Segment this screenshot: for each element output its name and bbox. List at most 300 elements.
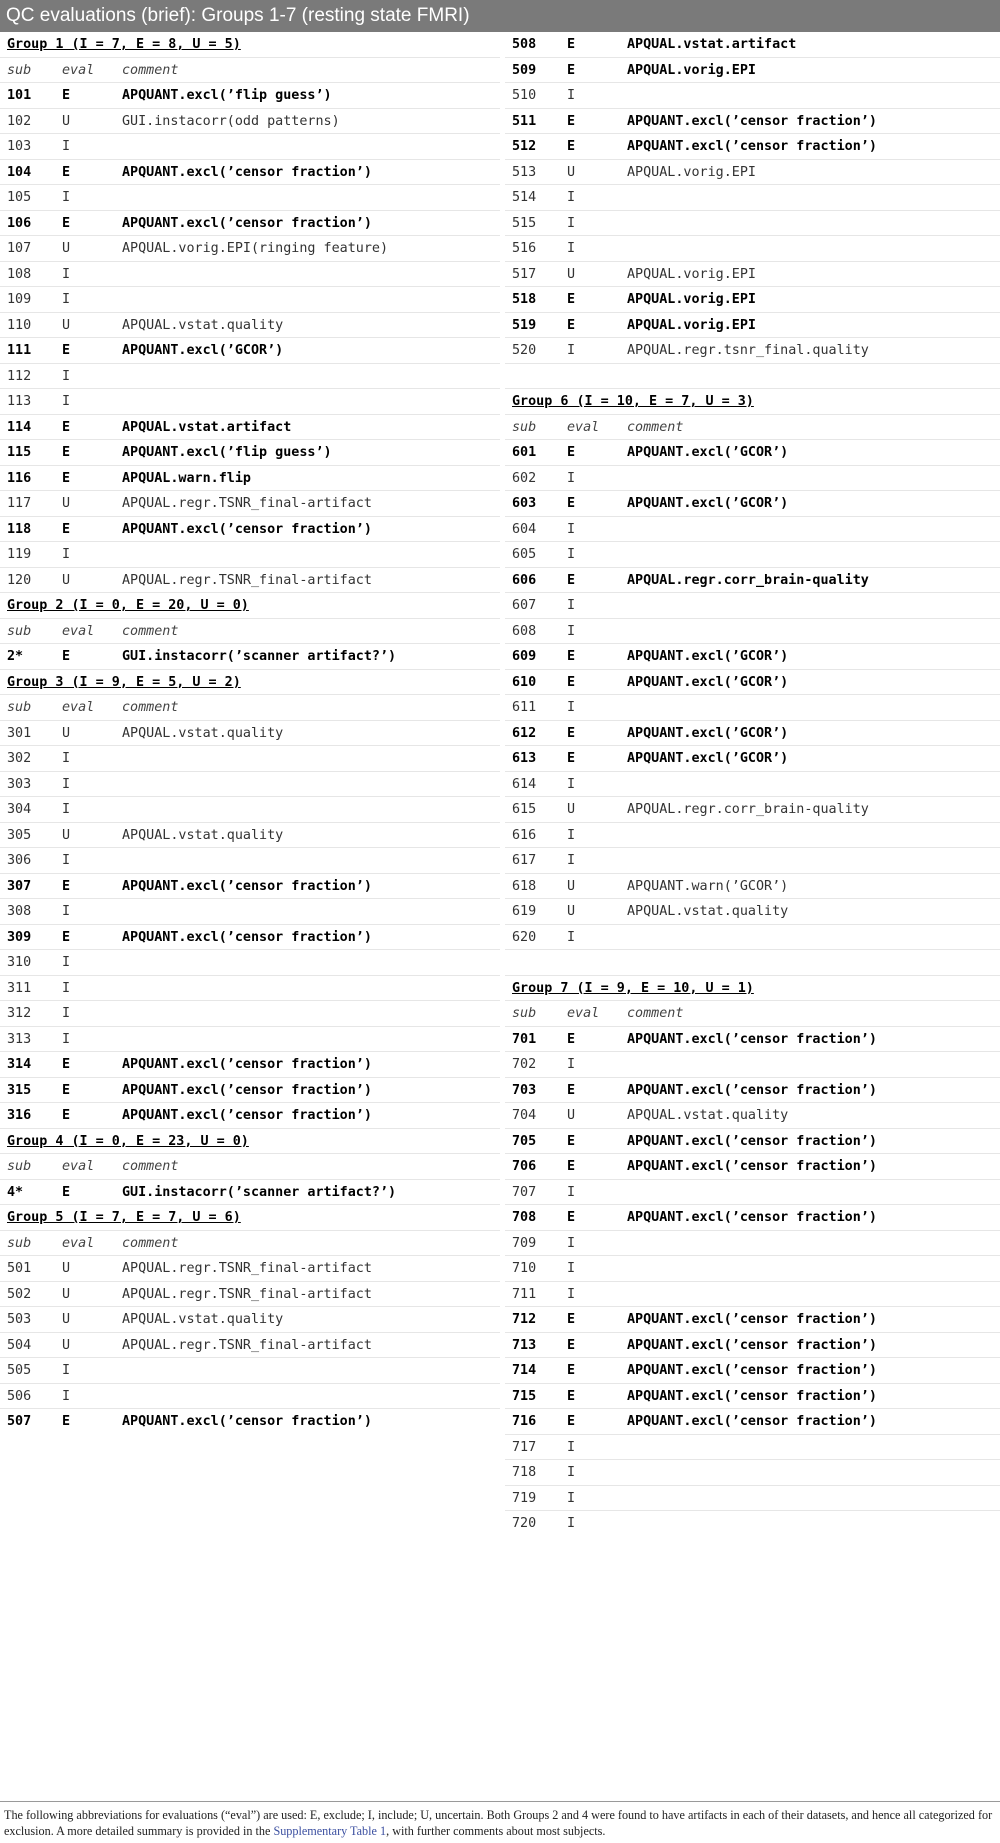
- eval-code: E: [567, 751, 576, 766]
- subject-id: 716: [512, 1414, 537, 1429]
- eval-code: I: [62, 751, 71, 766]
- subject-id: 101: [7, 88, 32, 103]
- eval-code: I: [62, 190, 71, 205]
- comment-text: APQUANT.excl(’GCOR’): [627, 649, 789, 664]
- column-header-comment: comment: [627, 419, 684, 435]
- eval-code: E: [62, 164, 71, 180]
- subject-id: 513: [512, 164, 537, 180]
- row-divider: [505, 694, 1000, 695]
- subject-id: 614: [512, 776, 537, 792]
- row-divider: [505, 414, 1000, 415]
- eval-code: I: [62, 139, 71, 154]
- eval-code: I: [62, 1388, 71, 1404]
- row-divider: [0, 796, 500, 797]
- row-divider: [0, 1357, 500, 1358]
- row-divider: [0, 694, 500, 695]
- column-header-eval: eval: [567, 1006, 600, 1021]
- row-divider: [505, 108, 1000, 109]
- row-divider: [505, 643, 1000, 644]
- row-divider: [505, 924, 1000, 925]
- row-divider: [0, 924, 500, 925]
- comment-text: APQUANT.excl(’censor fraction’): [627, 1031, 877, 1047]
- eval-code: E: [567, 572, 576, 588]
- subject-id: 516: [512, 241, 537, 256]
- column-header-sub: sub: [7, 1235, 32, 1251]
- group-heading-label: Group 7 (I = 9, E = 10, U = 1): [512, 980, 754, 996]
- eval-code: I: [567, 1490, 576, 1506]
- subject-id: 113: [7, 394, 32, 409]
- row-divider: [505, 439, 1000, 440]
- comment-text: APQUANT.excl(’censor fraction’): [122, 1108, 372, 1123]
- row-divider: [505, 592, 1000, 593]
- comment-text: APQUAL.regr.TSNR_final-artifact: [122, 1337, 372, 1353]
- subject-id: 613: [512, 751, 537, 766]
- eval-code: E: [62, 88, 71, 103]
- row-divider: [0, 1230, 500, 1231]
- row-divider: [0, 1204, 500, 1205]
- group-heading-label: Group 3 (I = 9, E = 5, U = 2): [7, 674, 241, 690]
- subject-id: 618: [512, 878, 537, 894]
- subject-id: 309: [7, 929, 32, 945]
- subject-id: 106: [7, 215, 32, 231]
- subject-id: 605: [512, 547, 537, 562]
- row-divider: [0, 1408, 500, 1409]
- comment-text: APQUANT.warn(’GCOR’): [627, 878, 789, 894]
- comment-text: GUI.instacorr(odd patterns): [122, 113, 340, 129]
- row-divider: [505, 490, 1000, 491]
- row-divider: [505, 1102, 1000, 1103]
- row-divider: [505, 159, 1000, 160]
- row-divider: [505, 184, 1000, 185]
- row-divider: [0, 745, 500, 746]
- column-header-comment: comment: [122, 700, 179, 715]
- comment-text: APQUAL.vstat.quality: [122, 317, 284, 333]
- eval-code: I: [567, 470, 576, 486]
- row-divider: [505, 1383, 1000, 1384]
- subject-id: 506: [7, 1388, 32, 1404]
- comment-text: APQUAL.vstat.quality: [627, 1108, 789, 1123]
- eval-code: E: [62, 419, 71, 435]
- row-divider: [0, 414, 500, 415]
- comment-text: APQUANT.excl(’censor fraction’): [122, 1057, 372, 1072]
- subject-id: 709: [512, 1235, 537, 1251]
- eval-code: E: [62, 1414, 71, 1429]
- row-divider: [505, 1281, 1000, 1282]
- subject-id: 607: [512, 598, 537, 613]
- subject-id: 117: [7, 496, 32, 511]
- row-divider: [505, 720, 1000, 721]
- comment-text: APQUANT.excl(’censor fraction’): [627, 1337, 877, 1353]
- eval-code: E: [62, 1108, 71, 1123]
- row-divider: [505, 1153, 1000, 1154]
- subject-id: 313: [7, 1031, 32, 1047]
- column-header-eval: eval: [62, 623, 95, 639]
- group-heading-label: Group 6 (I = 10, E = 7, U = 3): [512, 394, 754, 409]
- subject-id: 518: [512, 292, 537, 307]
- subject-id: 108: [7, 266, 32, 282]
- subject-id: 114: [7, 419, 32, 435]
- subject-id: 308: [7, 904, 32, 919]
- row-divider: [505, 1230, 1000, 1231]
- eval-code: E: [62, 1082, 71, 1098]
- row-divider: [0, 567, 500, 568]
- eval-code: I: [567, 1516, 576, 1531]
- table-row: [505, 1509, 1000, 1539]
- subject-id: 305: [7, 827, 32, 843]
- row-divider: [0, 1000, 500, 1001]
- comment-text: APQUANT.excl(’censor fraction’): [122, 164, 372, 180]
- column-header-comment: comment: [627, 1006, 684, 1021]
- row-divider: [0, 720, 500, 721]
- eval-code: U: [62, 241, 71, 256]
- subject-id: 504: [7, 1337, 32, 1353]
- qc-table: [0, 32, 1000, 1802]
- eval-code: E: [567, 1388, 576, 1404]
- eval-code: U: [62, 1312, 71, 1327]
- group-heading-label: Group 1 (I = 7, E = 8, U = 5): [7, 37, 241, 52]
- eval-code: I: [567, 1261, 576, 1276]
- row-divider: [0, 949, 500, 950]
- subject-id: 314: [7, 1057, 32, 1072]
- eval-code: E: [62, 1057, 71, 1072]
- subject-id: 714: [512, 1363, 537, 1378]
- eval-code: E: [62, 343, 71, 358]
- comment-text: APQUANT.excl(’flip guess’): [122, 445, 332, 460]
- eval-code: I: [62, 292, 71, 307]
- subject-id: 315: [7, 1082, 32, 1098]
- row-divider: [0, 873, 500, 874]
- comment-text: APQUAL.vorig.EPI: [627, 164, 756, 180]
- subject-id: 604: [512, 521, 537, 537]
- eval-code: E: [567, 37, 576, 52]
- eval-code: E: [567, 1337, 576, 1353]
- eval-code: E: [567, 317, 576, 333]
- subject-id: 119: [7, 547, 32, 562]
- subject-id: 601: [512, 445, 537, 460]
- subject-id: 720: [512, 1516, 537, 1531]
- subject-id: 519: [512, 317, 537, 333]
- eval-code: I: [62, 853, 71, 868]
- row-divider: [505, 1306, 1000, 1307]
- footnote-text: The following abbreviations for evaluations (“eval”) are used: E, exclude; I, include; U, uncertain. Both Groups 2 and 4 were found to have artifacts in each of their datasets, and hence all categorized for exclusion. A more detailed summary is provided in the: [4, 1808, 993, 1838]
- comment-text: APQUANT.excl(’censor fraction’): [122, 215, 372, 231]
- subject-id: 715: [512, 1388, 537, 1404]
- eval-code: I: [62, 547, 71, 562]
- eval-code: U: [62, 496, 71, 511]
- subject-id: 706: [512, 1159, 537, 1174]
- row-divider: [0, 975, 500, 976]
- comment-text: GUI.instacorr(’scanner artifact?’): [122, 1184, 397, 1200]
- eval-code: E: [567, 1312, 576, 1327]
- subject-id: 704: [512, 1108, 537, 1123]
- subject-id: 514: [512, 190, 537, 205]
- eval-code: I: [62, 1006, 71, 1021]
- eval-code: E: [567, 1031, 576, 1047]
- row-divider: [505, 235, 1000, 236]
- subject-id: 615: [512, 802, 537, 817]
- eval-code: I: [567, 853, 576, 868]
- comment-text: APQUAL.vorig.EPI: [627, 292, 756, 307]
- row-divider: [0, 1179, 500, 1180]
- row-divider: [505, 261, 1000, 262]
- eval-code: I: [567, 241, 576, 256]
- eval-code: U: [62, 1286, 71, 1302]
- eval-code: I: [62, 955, 71, 970]
- subject-id: 109: [7, 292, 32, 307]
- row-divider: [0, 159, 500, 160]
- comment-text: APQUANT.excl(’censor fraction’): [627, 113, 877, 129]
- subject-id: 702: [512, 1057, 537, 1072]
- eval-code: E: [62, 878, 71, 894]
- eval-code: I: [567, 1465, 576, 1480]
- row-divider: [0, 1383, 500, 1384]
- eval-code: U: [62, 113, 71, 129]
- column-header-eval: eval: [62, 62, 95, 78]
- row-divider: [0, 541, 500, 542]
- eval-code: I: [567, 1184, 576, 1200]
- comment-text: APQUANT.excl(’censor fraction’): [627, 1133, 877, 1149]
- subject-id: 505: [7, 1363, 32, 1378]
- column-header-eval: eval: [567, 419, 600, 435]
- eval-code: I: [62, 1363, 71, 1378]
- eval-code: E: [62, 929, 71, 945]
- subject-id: 707: [512, 1184, 537, 1200]
- eval-code: E: [567, 496, 576, 511]
- eval-code: E: [62, 445, 71, 460]
- subject-id: 703: [512, 1082, 537, 1098]
- row-divider: [0, 669, 500, 670]
- eval-code: I: [567, 1439, 576, 1455]
- footnote-text-end: , with further comments about most subjects.: [386, 1824, 606, 1838]
- row-divider: [0, 210, 500, 211]
- subject-id: 619: [512, 904, 537, 919]
- eval-code: I: [62, 266, 71, 282]
- row-divider: [0, 1306, 500, 1307]
- comment-text: APQUAL.vstat.artifact: [122, 419, 292, 435]
- group-heading-label: Group 5 (I = 7, E = 7, U = 6): [7, 1210, 241, 1225]
- subject-id: 503: [7, 1312, 32, 1327]
- eval-code: I: [567, 190, 576, 205]
- row-divider: [505, 337, 1000, 338]
- eval-code: E: [567, 1414, 576, 1429]
- eval-code: E: [567, 649, 576, 664]
- subject-id: 107: [7, 241, 32, 256]
- eval-code: I: [567, 929, 576, 945]
- subject-id: 603: [512, 496, 537, 511]
- column-header-sub: sub: [7, 623, 32, 639]
- subject-id: 102: [7, 113, 32, 129]
- row-divider: [505, 669, 1000, 670]
- subject-id: 602: [512, 470, 537, 486]
- comment-text: APQUAL.vstat.quality: [122, 725, 284, 741]
- subject-id: 111: [7, 343, 32, 358]
- row-divider: [0, 1051, 500, 1052]
- row-divider: [0, 1255, 500, 1256]
- row-divider: [0, 286, 500, 287]
- eval-code: E: [62, 649, 71, 664]
- subject-id: 701: [512, 1031, 537, 1047]
- subject-id: 515: [512, 215, 537, 231]
- subject-id: 608: [512, 623, 537, 639]
- comment-text: APQUAL.regr.corr_brain-quality: [627, 802, 869, 817]
- eval-code: U: [62, 1261, 71, 1276]
- comment-text: APQUAL.vstat.artifact: [627, 37, 797, 52]
- subject-id: 517: [512, 266, 537, 282]
- eval-code: I: [567, 598, 576, 613]
- table-title: QC evaluations (brief): Groups 1-7 (resting state FMRI): [0, 0, 1000, 32]
- eval-code: E: [62, 521, 71, 537]
- subject-id: 520: [512, 343, 537, 358]
- eval-code: I: [62, 802, 71, 817]
- eval-code: I: [62, 776, 71, 792]
- row-divider: [505, 465, 1000, 466]
- subject-id: 301: [7, 725, 32, 741]
- row-divider: [0, 1281, 500, 1282]
- eval-code: I: [567, 88, 576, 103]
- eval-code: I: [567, 521, 576, 537]
- comment-text: APQUANT.excl(’censor fraction’): [627, 1363, 877, 1378]
- subject-id: 616: [512, 827, 537, 843]
- eval-code: I: [62, 904, 71, 919]
- row-divider: [505, 1408, 1000, 1409]
- column-header-comment: comment: [122, 1159, 179, 1174]
- comment-text: APQUANT.excl(’flip guess’): [122, 88, 332, 103]
- row-divider: [505, 286, 1000, 287]
- row-divider: [505, 312, 1000, 313]
- comment-text: APQUAL.regr.TSNR_final-artifact: [122, 1286, 372, 1302]
- column-header-eval: eval: [62, 1235, 95, 1251]
- eval-code: E: [567, 1133, 576, 1149]
- eval-code: I: [62, 368, 71, 384]
- eval-code: E: [567, 1210, 576, 1225]
- subject-id: 302: [7, 751, 32, 766]
- row-divider: [505, 1434, 1000, 1435]
- subject-id: 310: [7, 955, 32, 970]
- comment-text: APQUAL.regr.corr_brain-quality: [627, 572, 869, 588]
- row-divider: [0, 643, 500, 644]
- eval-code: I: [62, 394, 71, 409]
- row-divider: [0, 465, 500, 466]
- eval-code: I: [567, 547, 576, 562]
- row-divider: [505, 567, 1000, 568]
- eval-code: I: [62, 1031, 71, 1047]
- subject-id: 510: [512, 88, 537, 103]
- subject-id: 120: [7, 572, 32, 588]
- comment-text: GUI.instacorr(’scanner artifact?’): [122, 649, 397, 664]
- row-divider: [0, 1026, 500, 1027]
- row-divider: [0, 847, 500, 848]
- subject-id: 712: [512, 1312, 537, 1327]
- subject-id: 311: [7, 980, 32, 996]
- eval-code: E: [567, 1363, 576, 1378]
- eval-code: I: [567, 215, 576, 231]
- eval-code: I: [567, 827, 576, 843]
- subject-id: 705: [512, 1133, 537, 1149]
- subject-id: 118: [7, 521, 32, 537]
- eval-code: E: [567, 292, 576, 307]
- comment-text: APQUAL.regr.TSNR_final-artifact: [122, 1261, 372, 1276]
- subject-id: 717: [512, 1439, 537, 1455]
- row-divider: [0, 898, 500, 899]
- eval-code: U: [567, 266, 576, 282]
- subject-id: 718: [512, 1465, 537, 1480]
- comment-text: APQUAL.vorig.EPI: [627, 266, 756, 282]
- row-divider: [505, 618, 1000, 619]
- row-divider: [0, 1102, 500, 1103]
- comment-text: APQUAL.vorig.EPI: [627, 62, 756, 78]
- comment-text: APQUANT.excl(’GCOR’): [122, 343, 284, 358]
- row-divider: [0, 133, 500, 134]
- column-header-sub: sub: [7, 62, 32, 78]
- eval-code: U: [567, 1108, 576, 1123]
- row-divider: [505, 541, 1000, 542]
- comment-text: APQUANT.excl(’censor fraction’): [627, 1210, 877, 1225]
- eval-code: I: [567, 1235, 576, 1251]
- row-divider: [505, 771, 1000, 772]
- subject-id: 502: [7, 1286, 32, 1302]
- eval-code: U: [567, 904, 576, 919]
- row-divider: [0, 516, 500, 517]
- eval-code: U: [62, 827, 71, 843]
- eval-code: U: [567, 802, 576, 817]
- subject-id: 4*: [7, 1184, 24, 1200]
- row-divider: [0, 1153, 500, 1154]
- row-divider: [0, 108, 500, 109]
- comment-text: APQUANT.excl(’censor fraction’): [627, 1082, 877, 1098]
- subject-id: 105: [7, 190, 32, 205]
- row-divider: [0, 439, 500, 440]
- row-divider: [0, 57, 500, 58]
- subject-id: 617: [512, 853, 537, 868]
- comment-text: APQUANT.excl(’censor fraction’): [627, 1312, 877, 1327]
- subject-id: 710: [512, 1261, 537, 1276]
- row-divider: [505, 847, 1000, 848]
- row-divider: [505, 1077, 1000, 1078]
- row-divider: [505, 745, 1000, 746]
- subject-id: 713: [512, 1337, 537, 1353]
- row-divider: [0, 261, 500, 262]
- subject-id: 612: [512, 725, 537, 741]
- row-divider: [505, 822, 1000, 823]
- subject-id: 719: [512, 1490, 537, 1506]
- supplementary-table-link[interactable]: Supplementary Table 1: [273, 1824, 387, 1838]
- eval-code: E: [62, 470, 71, 486]
- comment-text: APQUAL.vorig.EPI(ringing feature): [122, 241, 389, 256]
- row-divider: [505, 898, 1000, 899]
- row-divider: [505, 1357, 1000, 1358]
- eval-code: E: [567, 139, 576, 154]
- eval-code: I: [567, 700, 576, 715]
- row-divider: [505, 57, 1000, 58]
- eval-code: E: [62, 215, 71, 231]
- comment-text: APQUANT.excl(’censor fraction’): [122, 1414, 372, 1429]
- row-divider: [0, 771, 500, 772]
- subject-id: 115: [7, 445, 32, 460]
- eval-code: E: [567, 674, 576, 690]
- row-divider: [505, 1459, 1000, 1460]
- subject-id: 303: [7, 776, 32, 792]
- eval-code: E: [567, 1159, 576, 1174]
- subject-id: 110: [7, 317, 32, 333]
- comment-text: APQUAL.vorig.EPI: [627, 317, 756, 333]
- subject-id: 507: [7, 1414, 32, 1429]
- eval-code: U: [62, 1337, 71, 1353]
- subject-id: 307: [7, 878, 32, 894]
- table-footnote: [4, 1807, 996, 1839]
- comment-text: APQUANT.excl(’censor fraction’): [122, 521, 372, 537]
- row-divider: [505, 1179, 1000, 1180]
- eval-code: U: [62, 725, 71, 741]
